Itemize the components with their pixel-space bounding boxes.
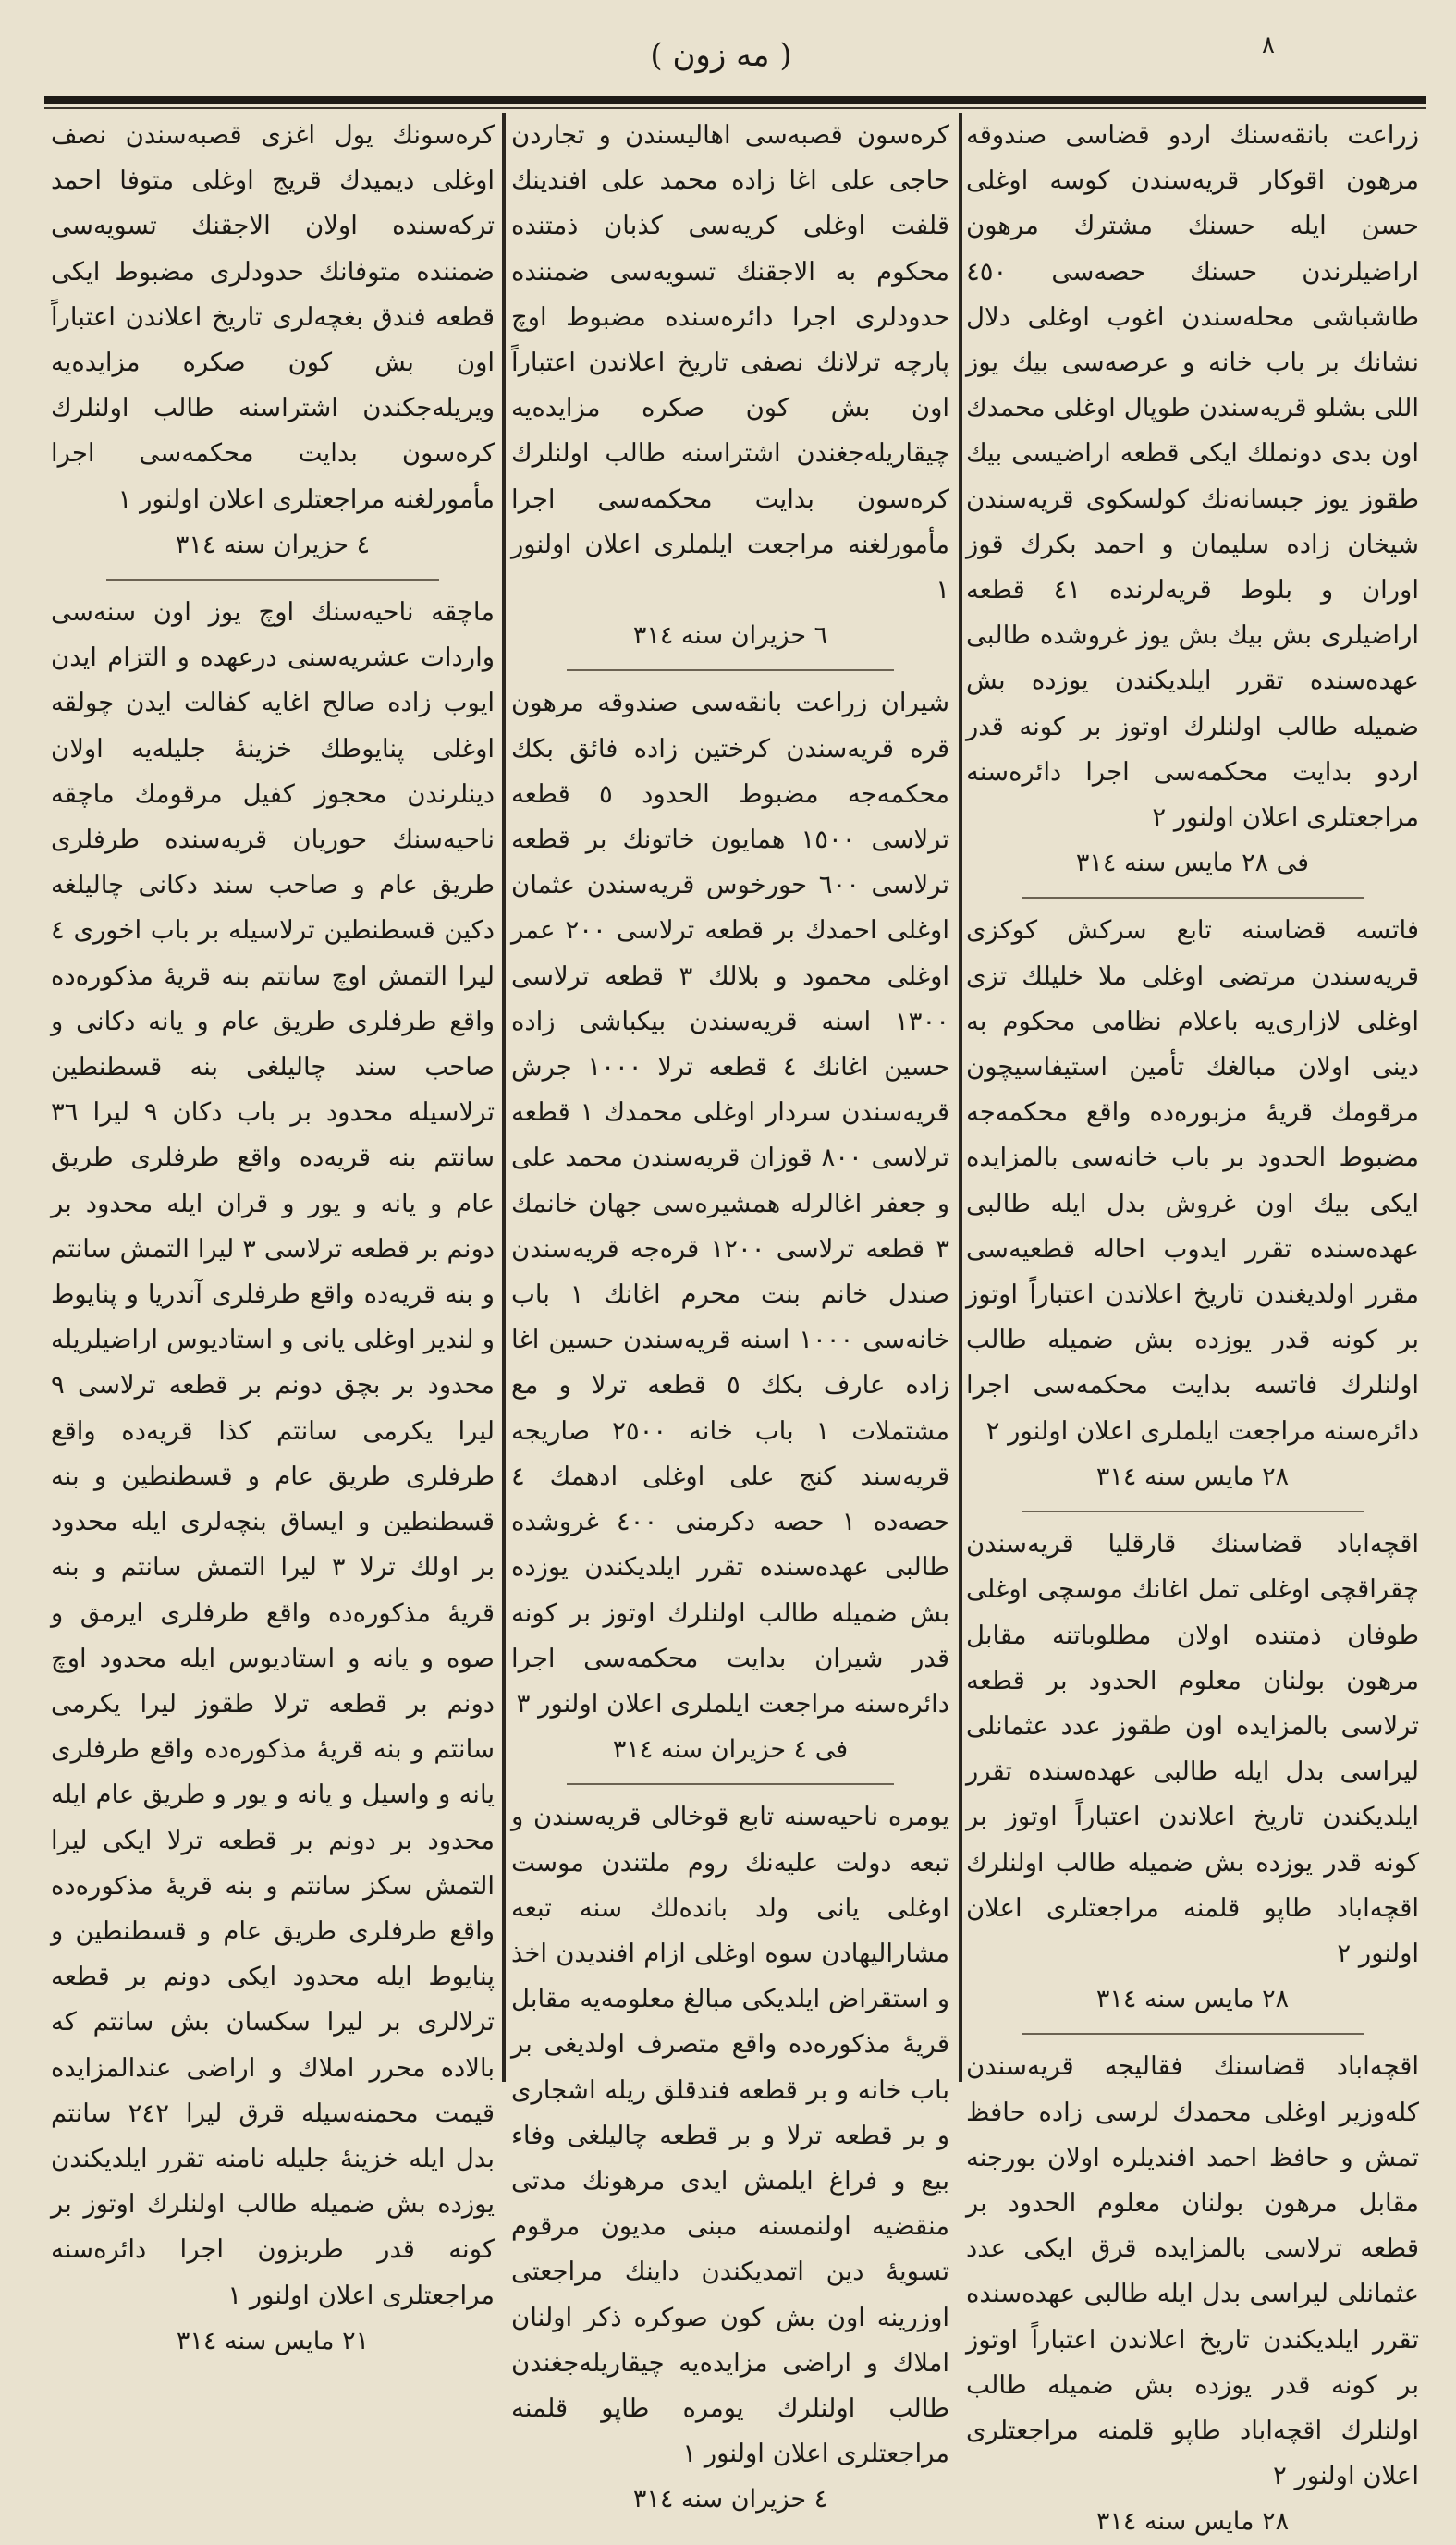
notice-body: اقچه‌اباد قضاسنك قارقلیا قریه‌سندن چقراقچی اوغلی تمل اغانك موسچی اوغلی طوفان ذمتنده اولان مطلوباتنه مقابل مرهون بولنان معلوم الحدود بر قطعه ترلاسی بالمزایده اون طقوز عدد عثمانلی لیراسی بدل ایله طالبی عهده‌سنده تقرر ایلدیكندن تاریخ اعلاندن اعتباراً اوتوز بر كونه قدر یوزده بش ضمیله طالب اولنلرك اقچه‌اباد طاپو قلمنه مراجعتلری اعلان اولنور ٢ <box>966 1529 1419 1968</box>
notice <box>51 113 495 568</box>
running-head: ( مه زون ) <box>650 37 792 74</box>
notice <box>966 113 1419 886</box>
notice-separator <box>567 1783 894 1785</box>
notice-date: ٢٨ مایس سنه ٣١٤ <box>1095 2507 1290 2537</box>
notice <box>511 680 949 1772</box>
header-rule-thin <box>44 107 1426 109</box>
page-number: ٨ <box>1262 31 1275 59</box>
notice-date: ٦ حزیران سنه ٣١٤ <box>632 621 828 651</box>
header-rule <box>44 96 1426 104</box>
notice-separator <box>1022 1511 1364 1512</box>
notice-body: شیران زراعت بانقه‌سی صندوقه مرهون قره قریه‌سندن كرختین زاده فائق بكك محكمه‌جه مضبوط الحدود ٥ قطعه ترلاسی ١٥٠٠ همایون خاتونك بر قطعه ترلاسی ٦٠٠ حورخوس قریه‌سندن عثمان اوغلی احمدك بر قطعه ترلاسی ٢٠٠ عمر اوغلی محمود و بلالك ٣ قطعه ترلاسی ١٣٠٠ اسنه قریه‌سندن بیكباشی زاده حسین اغانك ٤ قطعه ترلا ١٠٠٠ جرش قریه‌سندن سردار اوغلی محمدك ١ قطعه ترلاسی ٨٠٠ قوزان قریه‌سندن محمد علی و جعفر اغالرله همشیره‌سی جهان خانمك ٣ قطعه ترلاسی ١٢٠٠ قره‌جه قریه‌سندن صندل خانم بنت محرم اغانك ١ باب خانه‌سی ١٠٠٠ اسنه قریه‌سندن حسین اغا زاده عارف بكك ٥ قطعه ترلا و مع مشتملات ١ باب خانه ٢٥٠٠ صاریجه قریه‌سند كنج علی اوغلی ادهمك ٤ حصه‌ده ١ حصه دكرمنی ٤٠٠ غروشده طالبی عهده‌سنده تقرر ایلدیكندن یوزده بش ضمیله طالب اولنلرك اوتوز بر كونه قدر شیران بدایت محكمه‌سی اجرا دائره‌سنه مراجعت ایلملری اعلان اولنور ٣ <box>511 688 950 1719</box>
column-left <box>51 113 496 2355</box>
notice-body: زراعت بانقه‌سنك اردو قضاسی صندوقه مرهون اقوكار قریه‌سندن كوسه اوغلی حسن ایله حسنك مشترك مرهون اراضیلرندن حسنك حصه‌سی ٤٥٠ طاشباشی محله‌سندن اغوب اوغلی دلال نشانك بر باب خانه و عرصه‌سی بیك یوز اللی بشلو قریه‌سندن طوپال اوغلی محمدك اون بدی دونملك ایكی قطعه اراضیسی بیك طقوز یوز جبسانه‌نك كولسكوی قریه‌سندن شیخان زاده سلیمان و احمد بكرك قوز اوران و بلوط قریه‌لرنده ٤١ قطعه اراضیلری بش بیك بش یوز غروشده طالبی عهده‌سنده تقرر ایلدیكندن یوزده بش ضمیله طالب اولنلرك اوتوز بر كونه قدر اردو بدایت محكمه‌سی اجرا دائره‌سنه مراجعتلری اعلان اولنور ٢ <box>966 120 1419 833</box>
notice-date: ٤ حزیران سنه ٣١٤ <box>175 530 371 559</box>
notice-date: ٢١ مایس سنه ٣١٤ <box>176 2326 370 2355</box>
notice-body: ماچقه ناحیه‌سنك اوچ یوز اون سنه‌سی واردات عشریه‌سنی درعهده و التزام ایدن ایوب زاده صالح اغایه كفالت ایدن چولقه اوغلی پنایوطك خزینهٔ جلیله‌یه اولان دینلرندن محجوز كفیل مرقومك ماچقه ناحیه‌سنك حوریان قریه‌سنده طرفلری طریق عام و صاحب سند دكانی چالیلغه دكین قسطنطین ترلاسیله بر باب اخوری ٤ لیرا التمش اوچ سانتم بنه قریهٔ مذكوره‌ده واقع طرفلری طریق عام و یانه دكانی و صاحب سند چالیلغی بنه قسطنطین ترلاسیله محدود بر باب دكان ٩ لیرا ٣٦ سانتم بنه قریه‌ده واقع طرفلری طریق عام و یانه و یور و قران ایله محدود بر دونم بر قطعه ترلاسی ٣ لیرا التمش سانتم و بنه قریه‌ده واقع طرفلری آندریا و پنایوط و لندیر اوغلی یانی و استادیوس اراضیلریله محدود بر بچق دونم بر قطعه ترلاسی ٩ لیرا یكرمی سانتم كذا قریه‌ده واقع طرفلری طریق عام و قسطنطین و بنه قسطنطین و ایساق بنچه‌لری ایله محدود بر اولك ترلا ٣ لیرا التمش سانتم و بنه قریهٔ مذكوره‌ده واقع طرفلری ایرمق و صوه و یانه و استادیوس ایله محدود اوچ دونم بر قطعه ترلا طقوز لیرا یكرمی سانتم و بنه قریهٔ مذكوره‌ده واقع طرفلری یانه و واسیل و یانه و یور و طریق عام ایله محدود بر دونم بر قطعه ترلا ایكی لیرا التمش سكز سانتم و بنه قریهٔ مذكوره‌ده واقع طرفلری طریق عام و قسطنطین و پنایوط ایله محدود ایكی دونم بر قطعه ترلالری بر لیرا سكسان بش سانتم كه بالاده محرر املاك و اراضی عندالمزایده قیمت محمنه‌سیله قرق لیرا ٢٤٢ سانتم بدل ایله خزینهٔ جلیله نامنه تقرر ایلدیكندن یوزده بش ضمیله طالب اولنلرك اوتوز بر كونه قدر طربزون اجرا دائره‌سنه مراجعتلری اعلان اولنور ١ <box>51 597 496 2310</box>
notice-separator <box>567 669 894 671</box>
notice-date: ٢٨ مایس سنه ٣١٤ <box>1095 1462 1290 1491</box>
column-middle <box>511 113 950 2514</box>
notice-date: فی ٤ حزیران سنه ٣١٤ <box>612 1735 849 1765</box>
notice <box>511 1794 949 2522</box>
notice-date: ٤ حزیران سنه ٣١٤ <box>632 2485 828 2514</box>
notice-separator <box>106 579 439 581</box>
notice-body: كره‌سونك یول اغزی قصبه‌سندن نصف اوغلی دیمیدك قریج اوغلی متوفا احمد تركه‌سنده اولان الاجقنك تسویه‌سی ضمننده متوفانك حدودلری مضبوط ایكی قطعه فندق بغچه‌لری تاریخ اعلاندن اعتباراً اون بش كون صكره مزایده‌یه ویریله‌جكندن اشتراسنه طالب اولنلرك كره‌سون بدایت محكمه‌سی اجرا مأمورلغنه مراجعتلری اعلان اولنور ١ <box>51 120 495 514</box>
notice <box>966 908 1419 1499</box>
notice-separator <box>1022 2033 1364 2035</box>
notice-separator <box>1022 897 1364 899</box>
notice <box>511 113 949 658</box>
column-right <box>966 113 1419 2537</box>
notice-body: اقچه‌اباد قضاسنك فقالیجه قریه‌سندن كلەوزیر اوغلی محمدك لرسی زاده حافظ تمش و حافظ احمد افندیلره اولان بورجنه مقابل مرهون بولنان معلوم الحدود بر قطعه ترلاسی بالمزایده قرق ایكی عدد عثمانلی لیراسی بدل ایله طالبی عهده‌سنده تقرر ایلدیكندن تاریخ اعلاندن اعتباراً اوتوز بر كونه قدر یوزده بش ضمیله طالب اولنلرك اقچه‌اباد طاپو قلمنه مراجعتلری اعلان اولنور ٢ <box>966 2051 1419 2491</box>
notice <box>51 590 495 2364</box>
notice <box>966 2044 1419 2544</box>
column-divider <box>502 113 506 2082</box>
notice-body: كره‌سون قصبه‌سی اهالیسندن و تجاردن حاجی علی اغا زاده محمد علی افندینك قلفت اوغلی كریه‌سی كذبان ذمتنده محكوم به الاجقنك تسویه‌سی ضمننده حدودلری اجرا دائره‌سنده مضبوط اوچ پارچه ترلانك نصفی تاریخ اعلاندن اعتباراً اون بش كون صكره مزایده‌یه چیقاریله‌جغندن اشتراسنه طالب اولنلرك كره‌سون بدایت محكمه‌سی اجرا مأمورلغنه مراجعت ایلملری اعلان اولنور ١ <box>511 120 949 606</box>
notice-date: ٢٨ مایس سنه ٣١٤ <box>1095 1985 1290 2014</box>
notice <box>966 1522 1419 2022</box>
column-divider <box>959 113 962 2082</box>
notice-body: یومره ناحیه‌سنه تابع قوخالی قریه‌سندن و تبعه دولت علیه‌نك روم ملتندن موست اوغلی یانی ولد باندەلك سنه تبعه مشارالیهادن سوه اوغلی ازام افندیدن اخذ و استقراض ایلدیكی مبالغ معلومه‌یه مقابل قریهٔ مذكوره‌ده واقع متصرف اولدیغی بر باب خانه و بر قطعه فندقلق ریله اشجاری و بر قطعه ترلا و بر قطعه چالیلغی وفاء بیع و فراغ ایلمش ایدی مرهونك مدتی منقضیه اولنمسنه مبنی مدیون مرقوم تسویهٔ دین اتمدیكندن داینك مراجعتی اوزرینه اون بش كون صوكره ذكر اولنان املاك و اراضی مزایده‌یه چیقاریله‌جغندن طالب اولنلرك یومره طاپو قلمنه مراجعتلری اعلان اولنور ١ <box>511 1802 949 2469</box>
notice-body: فاتسه قضاسنه تابع سركش كوكزی قریه‌سندن مرتضی اوغلی ملا خلیلك تزی اوغلی لازاری‌یه باعلام نظامی محكوم به دینی اولان مبالغك تأمین استیفاسیچون مرقومك قریهٔ مزبوره‌ده واقع محكمه‌جه مضبوط الحدود بر باب خانه‌سی بالمزایده ایكی بیك اون غروش بدل ایله طالبی عهده‌سنده تقرر ایدوب احاله قطعیه‌سی مقرر اولدیغندن تاریخ اعلاندن اعتباراً اوتوز بر كونه قدر یوزده بش ضمیله طالب اولنلرك فاتسه بدایت محكمه‌سی اجرا دائره‌سنه مراجعت ایلملری اعلان اولنور ٢ <box>966 915 1419 1446</box>
page-header <box>0 0 1456 92</box>
notice-date: فی ٢٨ مایس سنه ٣١٤ <box>1075 849 1310 878</box>
